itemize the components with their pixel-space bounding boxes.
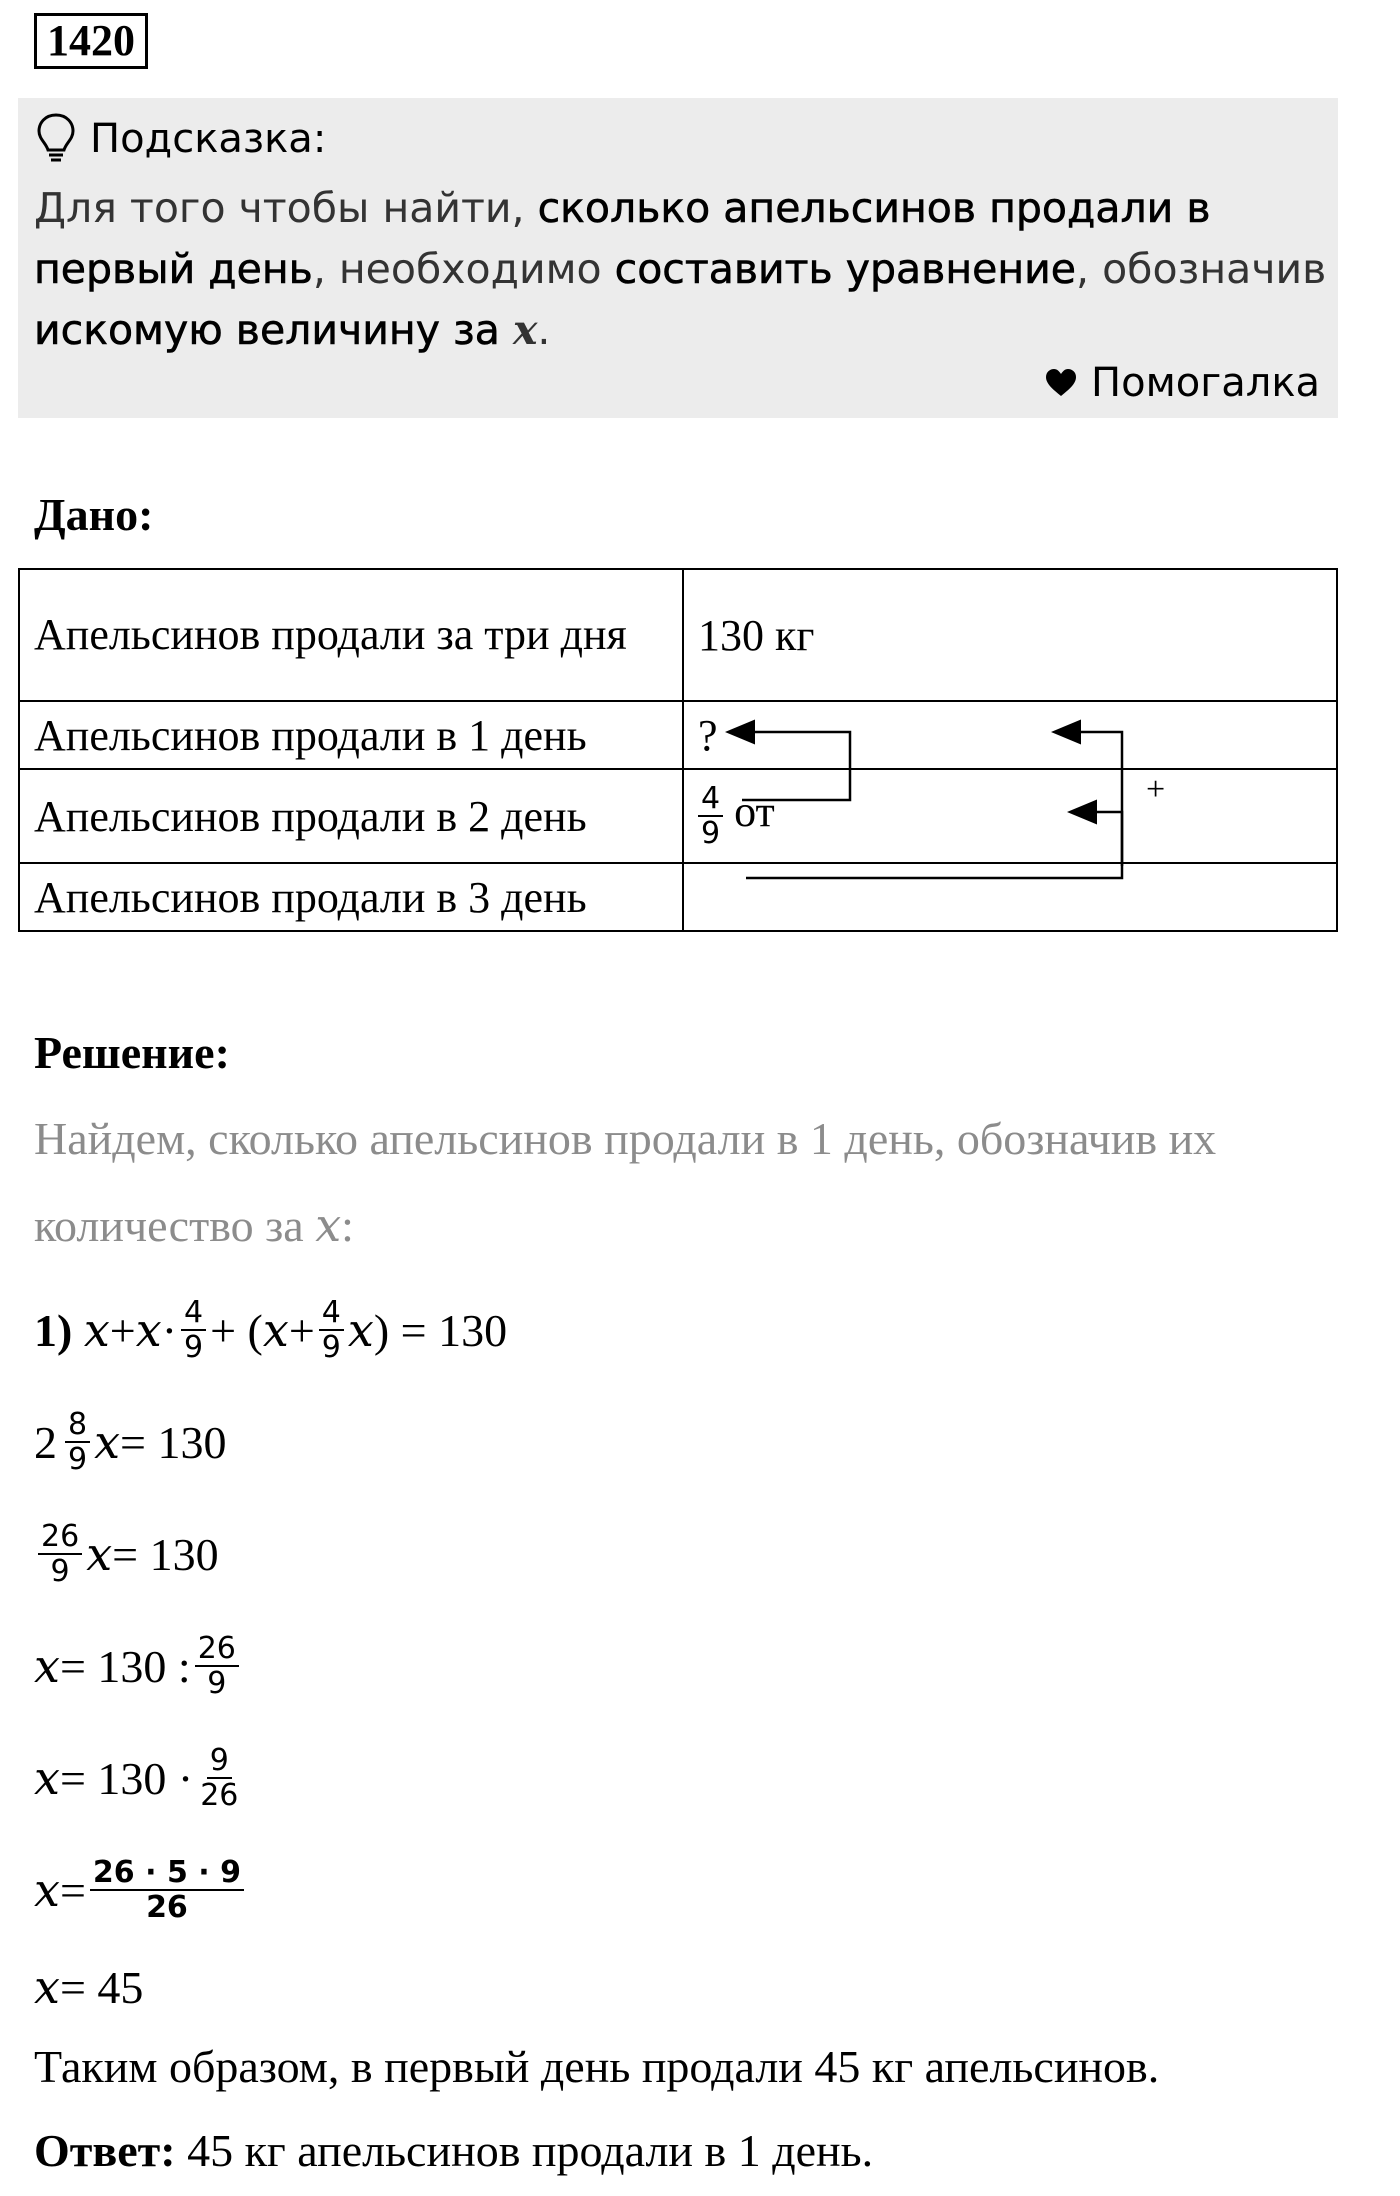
row-value: ? — [683, 701, 1337, 769]
row-label: Апельсинов продали за три дня — [19, 569, 683, 701]
plus-sign: + — [1146, 771, 1166, 808]
solution-title: Решение: — [34, 1027, 230, 1078]
hint-title — [36, 112, 326, 166]
table-row — [19, 769, 1337, 863]
brand-label: Помогалка — [1091, 360, 1320, 406]
row-value — [683, 863, 1337, 931]
equation-step1: 1) x + x · $\frac{4}{9}$ + ( x + $\frac{4}{9}$ x ) = 130 — [34, 1295, 508, 1365]
table-row — [19, 701, 1337, 769]
hint-brand — [1045, 360, 1320, 406]
row-value: 130 кг — [683, 569, 1337, 701]
fraction: $\frac{4}{9}$ — [698, 782, 723, 850]
fraction: $\frac{26}{9}$ — [38, 1520, 82, 1588]
fraction: $\frac{4}{9}$ — [319, 1296, 344, 1364]
hint-box — [18, 98, 1338, 418]
table-row — [19, 863, 1337, 931]
answer: Ответ: 45 кг апельсинов продали в 1 день. — [34, 2125, 874, 2176]
equation-step7: x = 45 — [34, 1960, 144, 2014]
equation-step4: x = 130 : $\frac{26}{9}$ — [34, 1632, 243, 1700]
fraction: $\frac{26}{9}$ — [195, 1632, 239, 1700]
hint-text: Для того чтобы найти, сколько апельсинов продали в первый день, необходимо составить уравнение, обозначив искомую величину за x. — [34, 184, 1327, 354]
lightbulb-icon — [36, 112, 76, 166]
fraction: $\frac{8}{9}$ — [65, 1408, 90, 1476]
conclusion: Таким образом, в первый день продали 45 кг апельсинов. — [34, 2041, 1160, 2092]
given-table — [18, 568, 1338, 932]
solution-intro-line1: Найдем, сколько апельсинов продали в 1 день, обозначив их — [34, 1113, 1217, 1164]
fraction: $\frac{9}{26}$ — [200, 1743, 239, 1813]
given-title: Дано: — [34, 489, 154, 540]
row-label: Апельсинов продали в 3 день — [19, 863, 683, 931]
fraction: $\frac{26 \cdot 5 \cdot 9}{26}$ — [90, 1856, 244, 1924]
equation-step3: $\frac{26}{9}$ x = 130 — [34, 1520, 219, 1588]
fraction: $\frac{4}{9}$ — [181, 1296, 206, 1364]
equation-step5: x = 130 · $\frac{9}{26}$ — [34, 1744, 245, 1812]
equation-step2: 2 $\frac{8}{9}$ x = 130 — [34, 1407, 227, 1477]
row-label: Апельсинов продали в 2 день — [19, 769, 683, 863]
equation-step6: x = $\frac{26 \cdot 5 \cdot 9}{26}$ — [34, 1856, 248, 1924]
table-row — [19, 569, 1337, 701]
task-number: 1420 — [34, 13, 148, 69]
row-value: $\frac{4}{9}$ от — [683, 769, 1337, 863]
solution-intro-line2: количество за x: — [34, 1198, 354, 1252]
row-label: Апельсинов продали в 1 день — [19, 701, 683, 769]
hint-title-text: Подсказка: — [90, 116, 327, 162]
heart-icon — [1045, 368, 1077, 398]
